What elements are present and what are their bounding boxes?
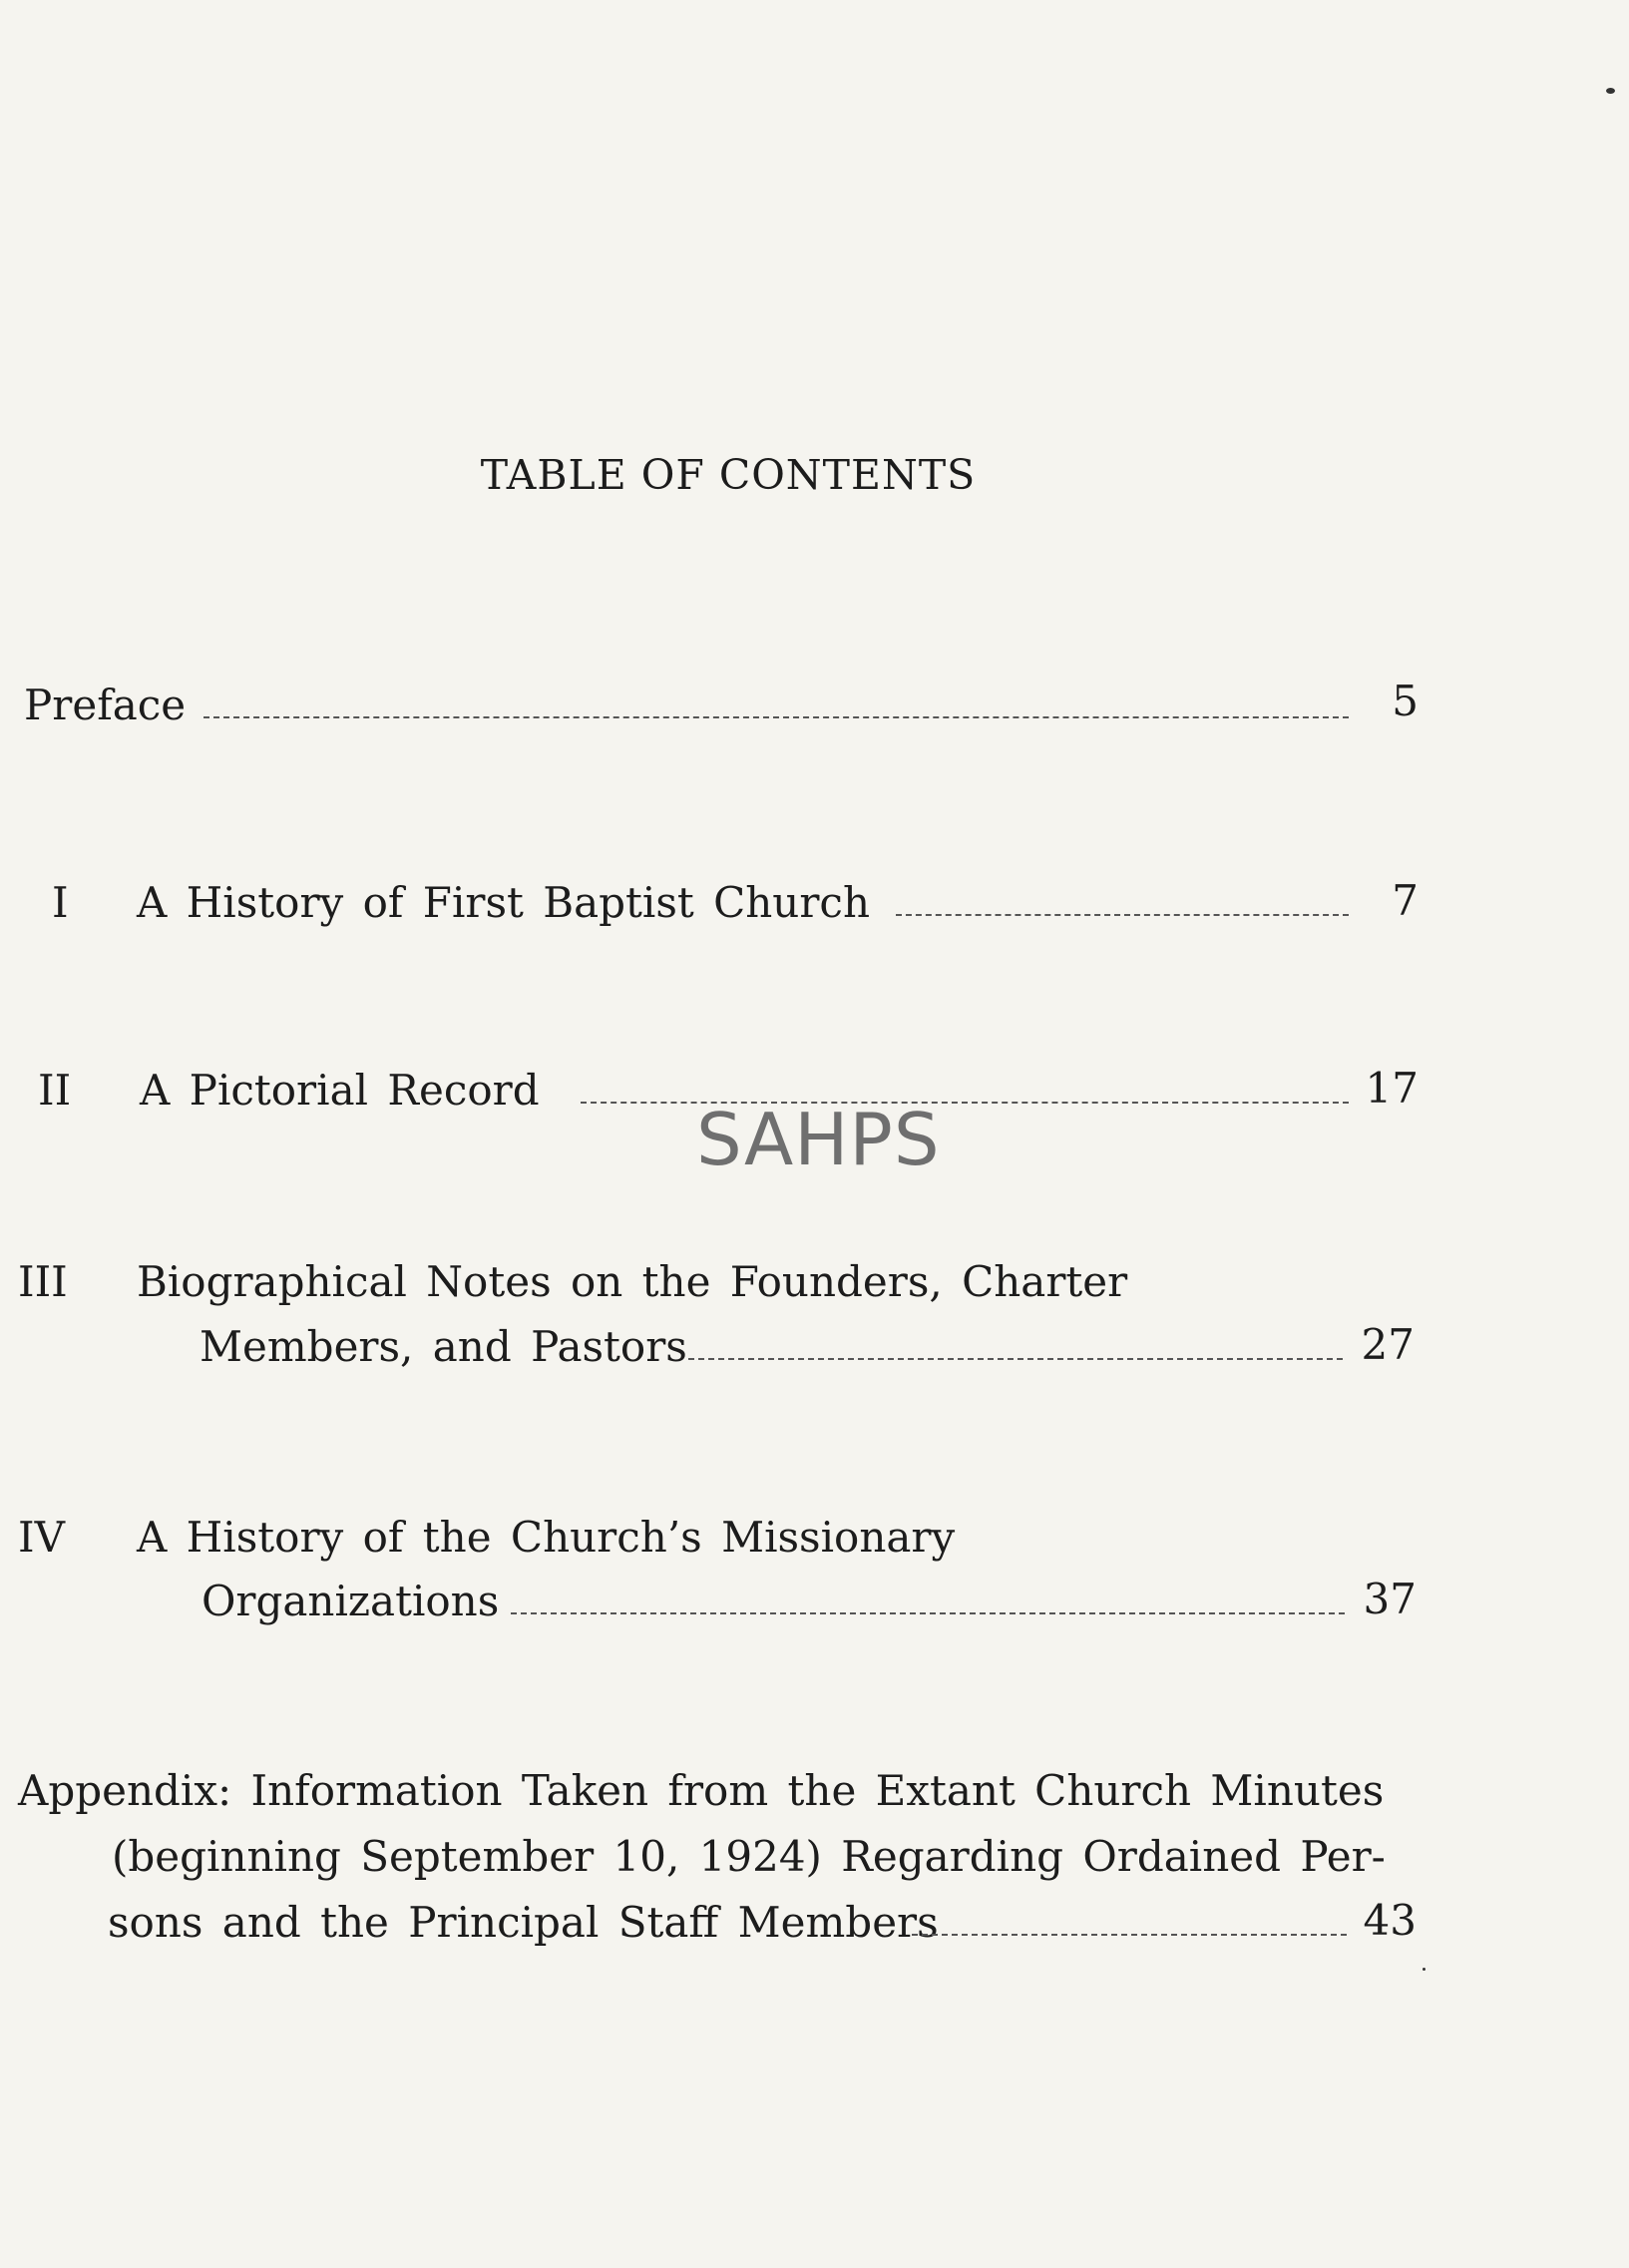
toc-page-number-iii: 27 — [1361, 1320, 1415, 1369]
toc-page-number-i: 7 — [1392, 876, 1419, 925]
toc-numeral-ii: II — [38, 1066, 72, 1115]
toc-entry-iv-line-1: A History of the Church’s Missionary — [137, 1513, 956, 1562]
toc-entry-iii-line-2: Members, and Pastors — [200, 1322, 687, 1371]
toc-numeral-iv: IV — [18, 1513, 65, 1562]
watermark: SAHPS — [696, 1098, 941, 1181]
toc-entry-preface-label: Preface — [24, 680, 187, 729]
toc-page-number-ii: 17 — [1365, 1064, 1419, 1113]
scan-speck — [1606, 88, 1615, 94]
page-title: TABLE OF CONTENTS — [480, 451, 977, 499]
toc-leader-appendix — [912, 1934, 1347, 1936]
scan-speck — [1423, 1968, 1425, 1971]
toc-entry-appendix-line-1: Appendix: Information Taken from the Extant Church Minutes — [18, 1766, 1385, 1815]
toc-entry-appendix-line-2: (beginning September 10, 1924) Regarding Ordained Per- — [112, 1832, 1386, 1881]
toc-numeral-i: I — [52, 878, 69, 927]
toc-leader-i — [896, 914, 1349, 916]
toc-entry-i-label: A History of First Baptist Church — [137, 878, 870, 927]
toc-page-number-preface: 5 — [1392, 677, 1419, 725]
toc-leader-preface — [204, 716, 1349, 718]
toc-entry-ii-label: A Pictorial Record — [140, 1066, 540, 1115]
toc-page-number-iv: 37 — [1363, 1575, 1417, 1623]
toc-entry-appendix-line-3: sons and the Principal Staff Members — [108, 1898, 939, 1947]
toc-page-number-appendix: 43 — [1363, 1896, 1417, 1945]
toc-entry-iv-line-2: Organizations — [202, 1577, 500, 1625]
toc-entry-iii-line-1: Biographical Notes on the Founders, Charter — [137, 1257, 1128, 1306]
toc-leader-iv — [511, 1612, 1345, 1614]
toc-numeral-iii: III — [18, 1257, 68, 1306]
toc-leader-iii — [688, 1358, 1343, 1360]
